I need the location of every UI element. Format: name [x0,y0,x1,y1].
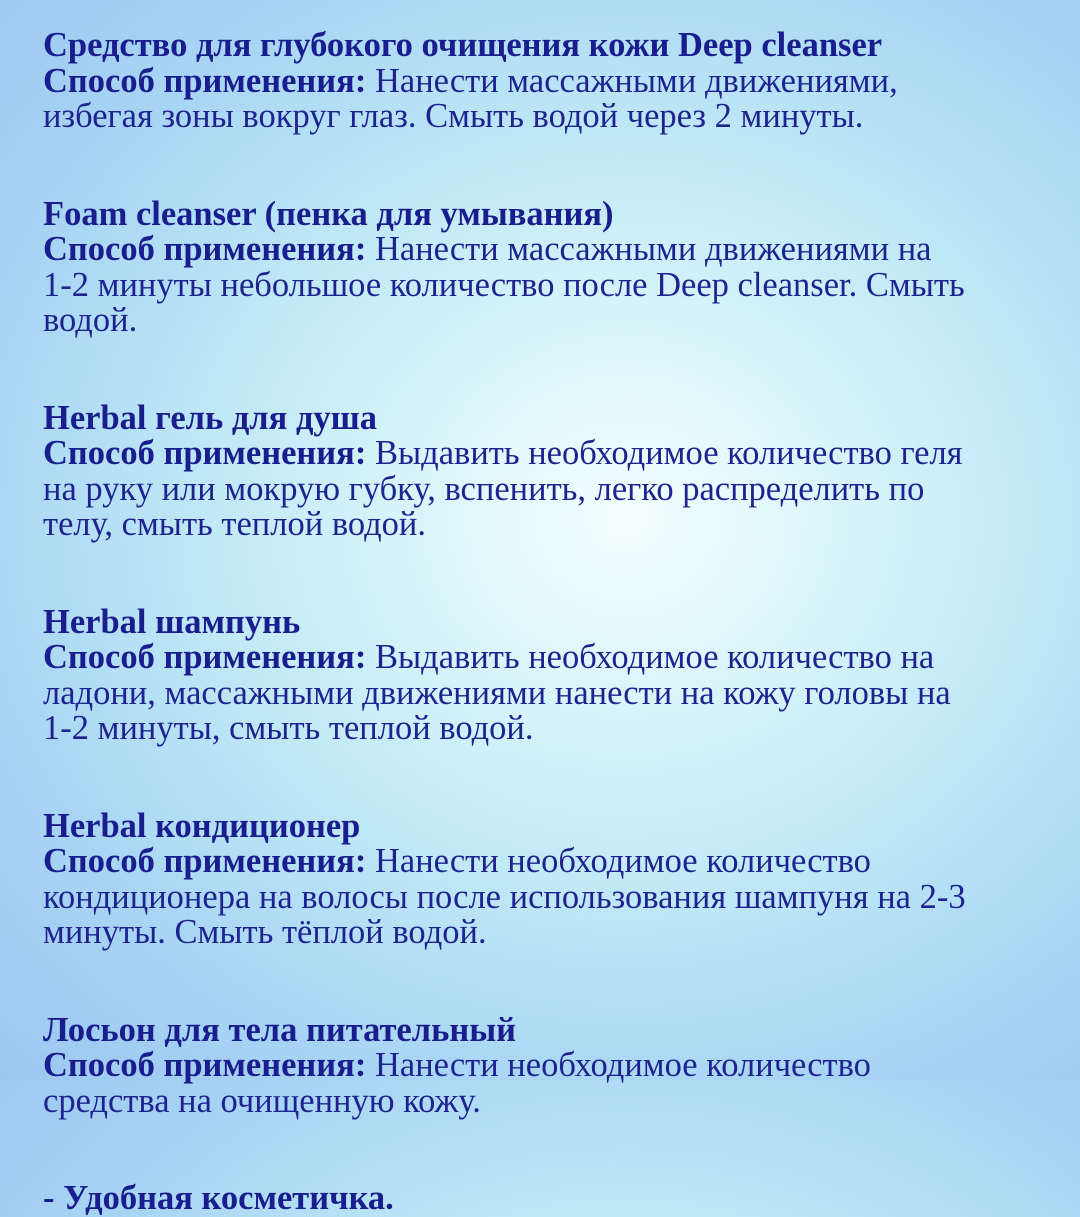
usage-text-line: Нанести необходимое количество [366,842,871,880]
product-section-deep-cleanser [43,28,1063,135]
usage-label: Способ применения: [43,230,367,268]
usage-text-line: Нанести массажными движениями, [366,61,898,100]
instructions-document [43,28,1063,1217]
product-section-shower-gel [43,398,1063,543]
product-title: Herbal гель для душа [43,398,378,437]
usage-label: Способ применения: [43,61,367,100]
product-section-body-lotion [43,1010,1063,1120]
product-section-foam-cleanser [43,194,1063,339]
usage-text-line: водой. [43,301,138,339]
usage-text-line: телу, смыть теплой водой. [43,505,427,543]
product-section-conditioner [43,806,1063,951]
usage-text-line: средства на очищенную кожу. [43,1081,481,1120]
usage-text-line: избегая зоны вокруг глаз. Смыть водой через 2 минуты. [43,97,864,135]
usage-text-line: Нанести массажными движениями на [366,230,932,268]
usage-label: Способ применения: [43,638,367,676]
usage-label: Способ применения: [43,1046,367,1084]
product-title: Herbal шампунь [43,602,301,641]
usage-text-line: Выдавить необходимое количество на [366,638,935,676]
usage-text-line: ладони, массажными движениями нанести на кожу головы на [43,673,951,712]
usage-text-line: кондиционера на волосы после использования шампуня на 2-3 [43,877,966,916]
product-title: Лосьон для тела питательный [43,1010,517,1049]
product-title: Foam cleanser (пенка для умывания) [43,194,614,233]
usage-text-line: минуты. Смыть тёплой водой. [43,913,487,951]
usage-label: Способ применения: [43,842,367,880]
usage-text-line: 1-2 минуты небольшое количество после Deep cleanser. Смыть [43,265,965,304]
product-title: Средство для глубокого очищения кожи Deep cleanser [43,26,883,64]
product-section-shampoo [43,602,1063,747]
usage-text-line: на руку или мокрую губку, вспенить, легко распределить по [43,469,925,508]
cosmetic-bag-note: - Удобная косметичка. [43,1179,394,1217]
usage-label: Способ применения: [43,434,367,472]
usage-text-line: 1-2 минуты, смыть теплой водой. [43,709,534,747]
product-title: Herbal кондиционер [43,806,361,845]
usage-text-line: Выдавить необходимое количество геля [366,434,963,472]
usage-text-line: Нанести необходимое количество [366,1046,871,1084]
